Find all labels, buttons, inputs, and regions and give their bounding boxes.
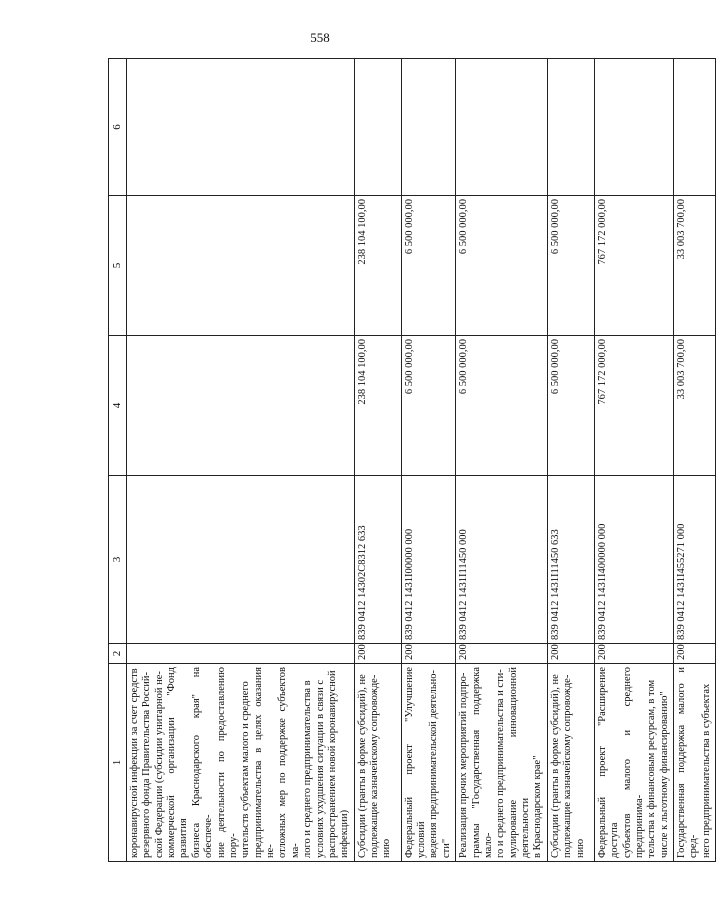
description-line: мулирование инновационной деятельности (507, 667, 532, 858)
row-value-5: 238 104 100,00 (354, 196, 401, 336)
rotated-table-container (108, 59, 712, 862)
description-line: лого и среднего предпринимательства в (302, 680, 314, 858)
description-line: нию (381, 838, 393, 858)
header-row (109, 59, 127, 862)
description-line: условиях ухудшения ситуации в связи с (314, 679, 326, 858)
table-row (547, 59, 594, 862)
description-line: чительств субъектам малого и среднего (240, 681, 252, 858)
description-line: Федеральный проект "Улучшение условий (403, 667, 428, 858)
row-value-5 (126, 196, 354, 336)
row-value-4: 6 500 000,00 (456, 336, 548, 476)
row-code: 839 0412 1431I11450 000 (456, 476, 548, 644)
table-row (594, 59, 673, 862)
row-description (594, 664, 673, 862)
row-code: 839 0412 14302C8312 633 (354, 476, 401, 644)
description-line: отложных мер по поддержке субъектов ма- (277, 667, 301, 858)
row-value-4: 33 003 700,00 (674, 336, 716, 476)
header-col-4: 4 (109, 336, 127, 476)
description-line: ской Федерации (субсидии унитарной не- (153, 671, 165, 858)
header-col-3: 3 (109, 476, 127, 644)
row-value-4: 6 500 000,00 (547, 336, 594, 476)
table-row (354, 59, 401, 862)
description-line: в Краснодарском крае" (532, 755, 544, 858)
description-line: тельства к финансовым ресурсам, в том (646, 679, 658, 858)
page-number: 558 (310, 30, 330, 45)
description-line: граммы "Государственная поддержка мало- (470, 667, 494, 858)
row-c2: 200 (547, 644, 594, 664)
row-c2: 200 (674, 644, 716, 664)
description-line: Государственная поддержка малого и сред- (676, 667, 700, 858)
description-line: распространением новой коронавирусной (326, 670, 338, 858)
description-line: подлежащие казначейскому сопровожде- (562, 674, 574, 858)
row-value-4: 6 500 000,00 (401, 336, 456, 476)
description-line: бизнеса Краснодарского края" на обеспече- (190, 667, 215, 858)
row-code (126, 476, 354, 644)
table-row (126, 59, 354, 862)
row-value-5: 6 500 000,00 (456, 196, 548, 336)
row-c2: 200 (354, 644, 401, 664)
description-line: нию (574, 838, 586, 858)
row-value-6 (547, 59, 594, 196)
description-line: инфекции) (339, 809, 351, 858)
row-description (674, 664, 716, 862)
description-line: Субсидии (гранты в форме субсидий), не (549, 674, 561, 858)
row-value-6 (354, 59, 401, 196)
row-description (401, 664, 456, 862)
row-c2: 200 (401, 644, 456, 664)
description-line: предпринимательства в целях оказания не- (252, 667, 277, 858)
row-value-6 (126, 59, 354, 196)
header-col-5: 5 (109, 196, 127, 336)
budget-table (108, 58, 716, 862)
row-value-6 (401, 59, 456, 196)
row-value-5: 6 500 000,00 (547, 196, 594, 336)
row-description (354, 664, 401, 862)
row-code: 839 0412 1431I11450 633 (547, 476, 594, 644)
row-c2 (126, 644, 354, 664)
table-row (456, 59, 548, 862)
description-line: резервного фонда Правительства Россий- (141, 672, 153, 858)
row-value-6 (594, 59, 673, 196)
description-line: Субсидии (гранты в форме субсидий), не (356, 674, 368, 858)
description-line: него предпринимательства в субъектах (700, 683, 712, 858)
description-line: подлежащие казначейскому сопровожде- (369, 674, 381, 858)
description-line: субъектов малого и среднего предпринима- (621, 667, 645, 858)
header-col-1: 1 (109, 664, 127, 862)
row-description (547, 664, 594, 862)
row-c2: 200 (594, 644, 673, 664)
row-code: 839 0412 1431I00000 000 (401, 476, 456, 644)
header-col-2: 2 (109, 644, 127, 664)
row-value-5: 33 003 700,00 (674, 196, 716, 336)
description-line: коммерческой организации "Фонд развития (166, 667, 190, 858)
row-value-4: 767 172 000,00 (594, 336, 673, 476)
description-line: го и среднего предпринимательства и сти- (495, 669, 507, 858)
description-line: числе к льготному финансированию" (658, 691, 670, 858)
description-line: ние деятельности по предоставлению пору- (215, 667, 239, 858)
row-value-6 (456, 59, 548, 196)
table-row (401, 59, 456, 862)
description-line: Реализация прочих мероприятий подпро- (458, 672, 470, 858)
description-line: сти" (440, 838, 452, 858)
row-value-4: 238 104 100,00 (354, 336, 401, 476)
row-value-6 (674, 59, 716, 196)
row-code: 839 0412 1431I400000 000 (594, 476, 673, 644)
row-description (456, 664, 548, 862)
row-value-5: 6 500 000,00 (401, 196, 456, 336)
row-code: 839 0412 1431I455271 000 (674, 476, 716, 644)
header-col-6: 6 (109, 59, 127, 196)
row-value-4 (126, 336, 354, 476)
table-row (674, 59, 716, 862)
row-description (126, 664, 354, 862)
description-line: коронавирусной инфекции за счет средств (128, 668, 140, 858)
row-value-5: 767 172 000,00 (594, 196, 673, 336)
description-line: ведения предпринимательской деятельно- (428, 669, 440, 858)
description-line: Федеральный проект "Расширение доступа (596, 667, 621, 858)
row-c2: 200 (456, 644, 548, 664)
